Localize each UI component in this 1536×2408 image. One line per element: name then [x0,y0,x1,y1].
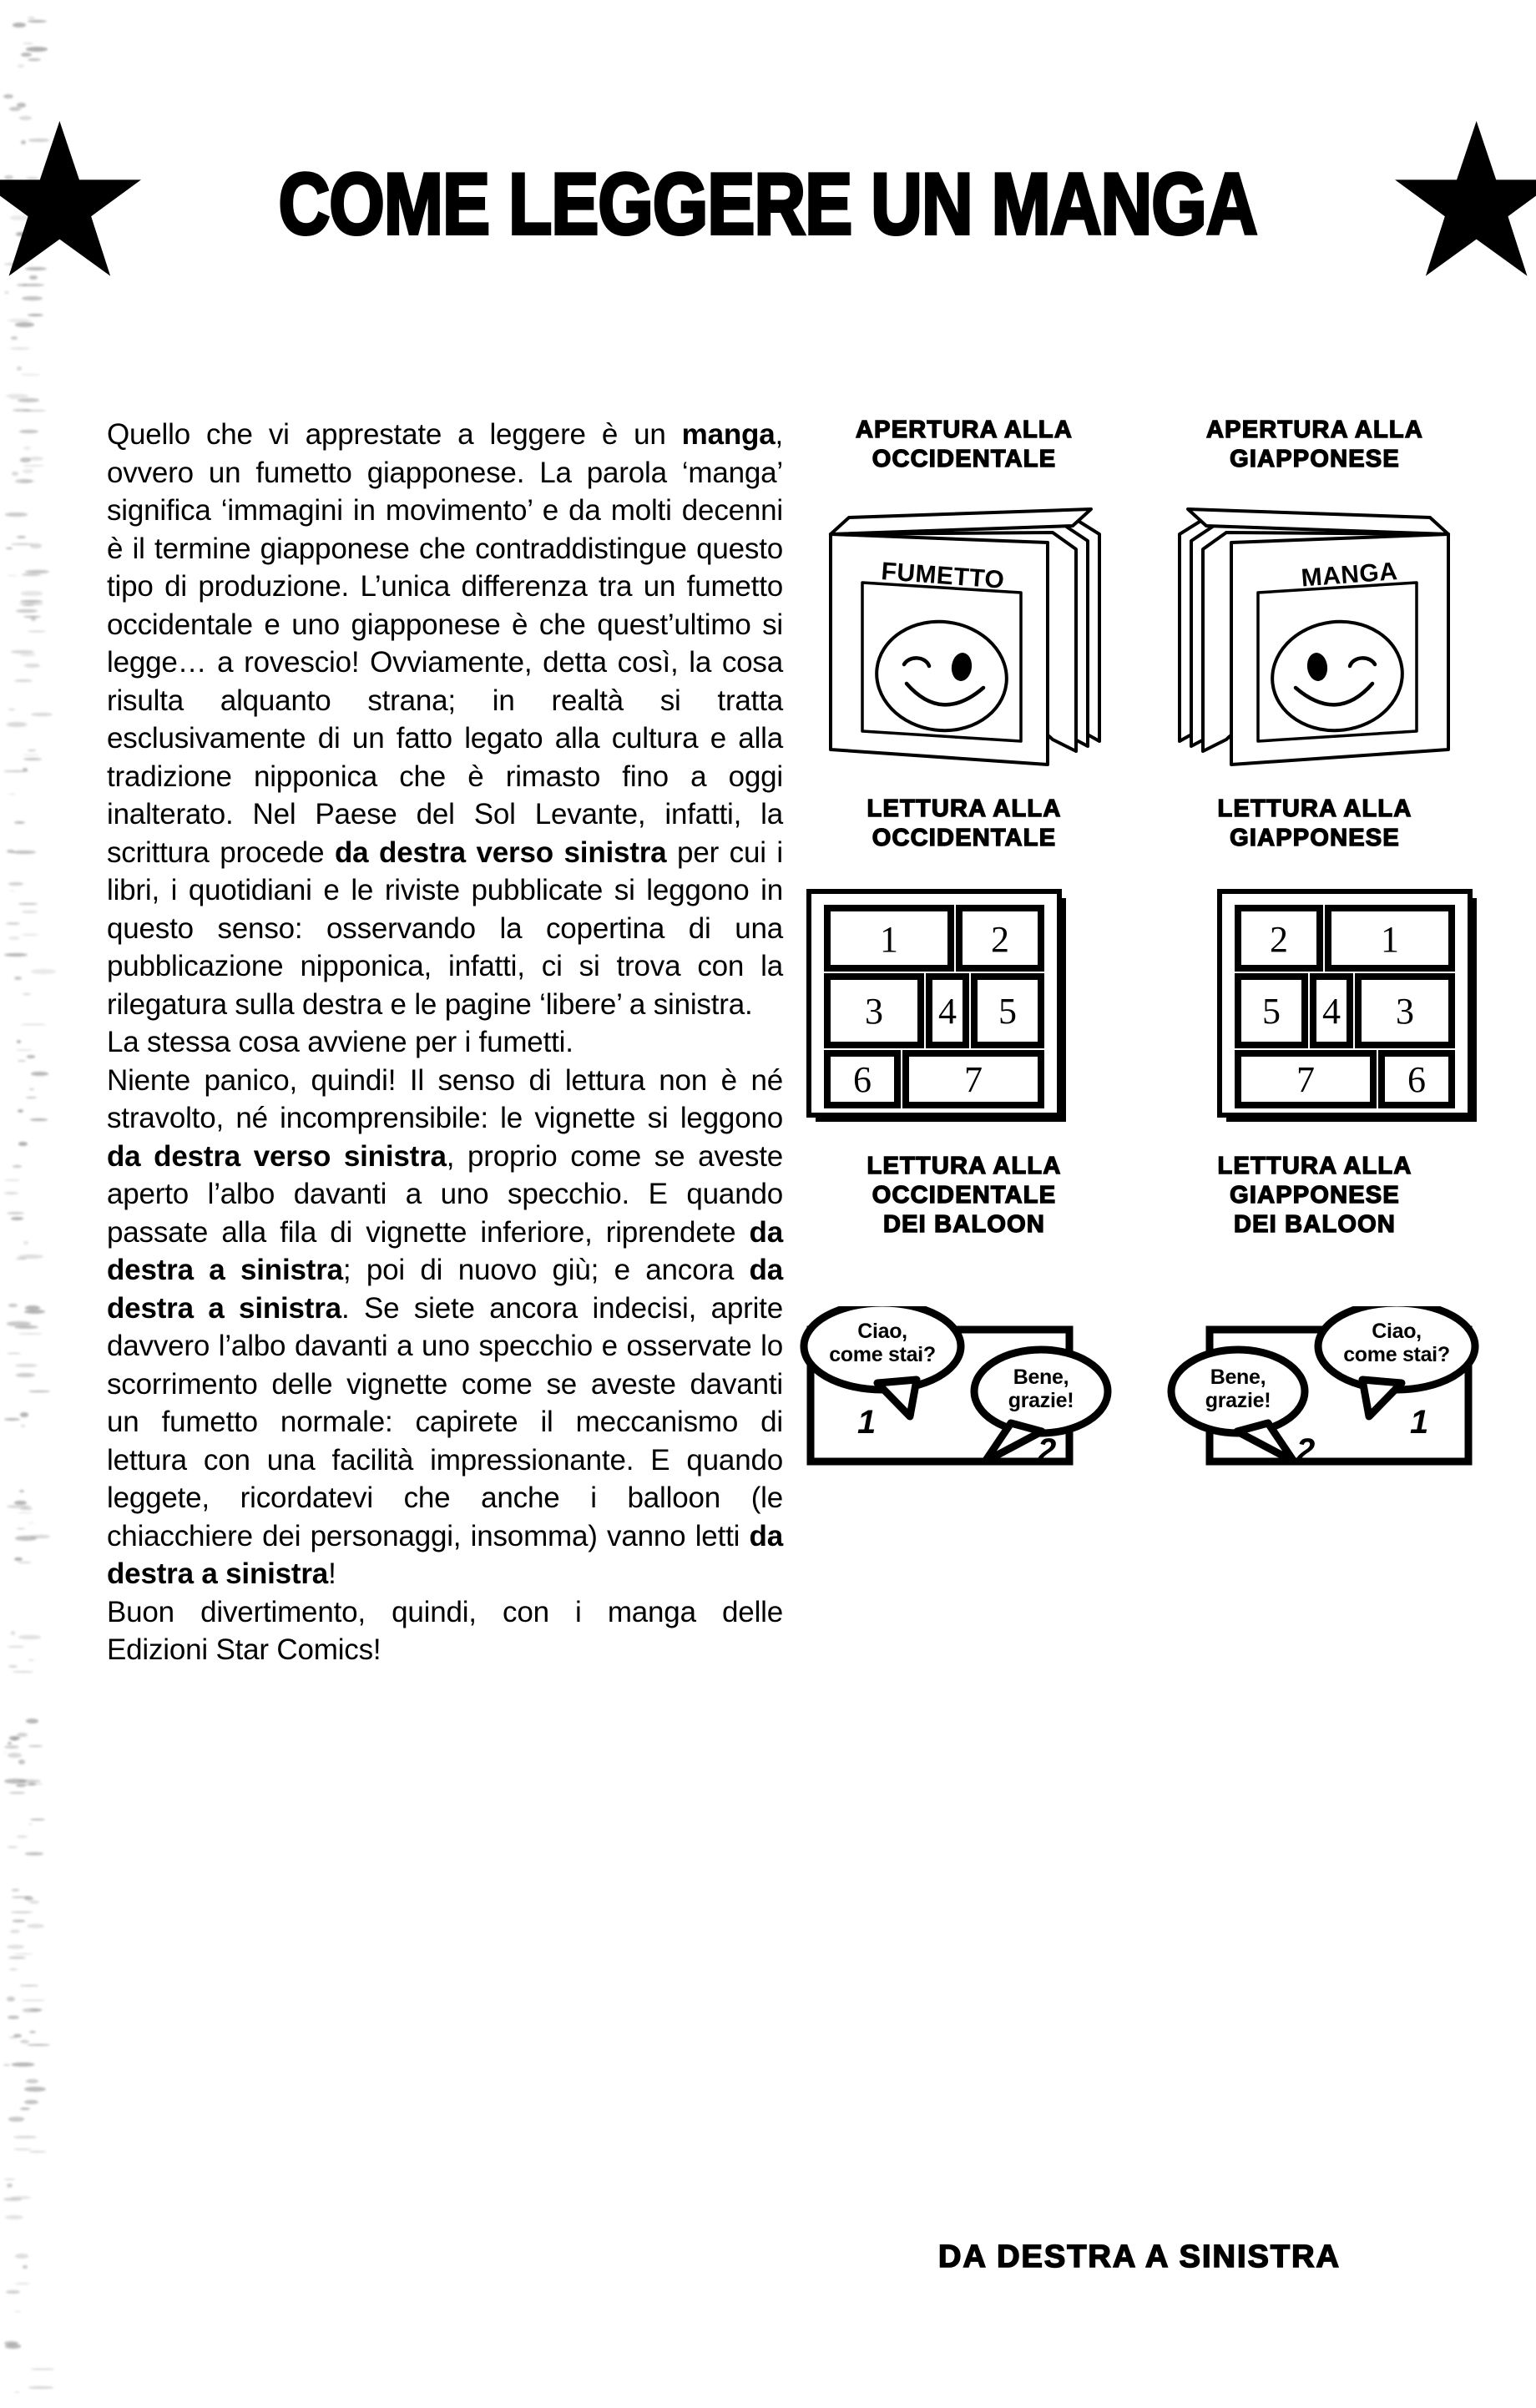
balloon-panel-japanese [1148,1306,1482,1473]
article-paragraph: La stessa cosa avviene per i fumetti. [107,1026,573,1058]
caption-line: LETTURA ALLA [1217,795,1412,822]
caption-line: LETTURA ALLA [867,795,1062,822]
bubble-order-number: 1 [1410,1404,1429,1441]
speech-bubble-bene [974,1350,1108,1469]
caption-line: GIAPPONESE [1230,1182,1400,1209]
caption-line: APERTURA ALLA [1206,416,1423,443]
bubble-text-line: Ciao, [1372,1320,1422,1343]
panel-number: 4 [1322,991,1341,1032]
balloon-panel-western [797,1306,1131,1473]
article-paragraph: Buon divertimento, quindi, con i manga delle Edizioni Star Comics! [107,1595,783,1666]
bubble-order-number: 2 [1296,1432,1316,1469]
star-icon [0,121,143,288]
panel-number: 7 [1296,1059,1315,1100]
caption-line: OCCIDENTALE [872,1182,1057,1209]
figures-column [797,416,1482,1473]
caption-line: DEI BALOON [882,1211,1046,1238]
panel-number: 1 [880,919,898,960]
article-paragraph: Niente panico, quindi! Il senso di lettura non è né stravolto, né incomprensibile: le vignette si leggono da destra verso sinistra, proprio come se aveste aperto l’albo davanti a uno specchio. E quando passate alla fila di vignette inferiore, riprendete da destra a sinistra; poi di nuovo giù; e ancora da destra a sinistra. Se siete ancora indecisi, aprite davvero l’albo davanti a uno specchio e osservate lo scorrimento delle vignette come se aveste davanti un fumetto normale: capirete il meccanismo di lettura con una facilità impressionante. E quando leggete, ricordatevi che anche i balloon (le chiacchiere dei personaggi, insomma) vanno letti da destra a sinistra! [107,1063,783,1590]
page-title: COME LEGGERE UN MANGA [279,156,1258,253]
caption-line: GIAPPONESE [1230,825,1400,851]
caption-line: DEI BALOON [1233,1211,1397,1238]
book-illustration-fumetto [797,499,1131,775]
panel-grid-figures [797,883,1482,1133]
balloon-captions [797,1152,1482,1239]
book-figures [797,499,1482,775]
caption-apertura-occidentale [797,416,1131,474]
panel-grid-western [797,883,1131,1133]
caption-line: OCCIDENTALE [872,446,1057,472]
bubble-text-line: come stai? [1343,1343,1450,1366]
bubble-text-line: Bene, [1013,1366,1069,1389]
panel-number: 6 [1407,1059,1426,1100]
caption-lettura-giapponese-baloon [1148,1152,1482,1239]
bubble-text-line: grazie! [1008,1389,1074,1412]
book-cover-title: MANGA [1300,558,1399,593]
panel-number: 5 [1262,991,1281,1032]
scan-edge-artifacts [0,0,58,2408]
book-illustration-manga [1148,499,1482,775]
bubble-text-line: Ciao, [857,1320,907,1343]
panel-number: 4 [938,991,957,1032]
final-caption: DA DESTRA A SINISTRA [938,2239,1341,2274]
article-body [107,416,783,1669]
caption-apertura-giapponese [1148,416,1482,474]
caption-line: APERTURA ALLA [856,416,1073,443]
panel-number: 7 [964,1059,983,1100]
bubble-order-number: 1 [857,1404,877,1441]
panel-grid-japanese [1148,883,1482,1133]
bubble-text-line: come stai? [829,1343,936,1366]
panel-number: 2 [1270,919,1288,960]
book-cover-title: FUMETTO [880,558,1006,594]
panel-number: 3 [865,991,883,1032]
star-icon [1393,121,1536,288]
caption-lettura-giapponese [1148,795,1482,853]
caption-line: OCCIDENTALE [872,825,1057,851]
caption-line: GIAPPONESE [1230,446,1400,472]
caption-lettura-occidentale [797,795,1131,853]
opening-captions [797,416,1482,474]
caption-line: LETTURA ALLA [867,1153,1062,1179]
page-header [0,109,1536,300]
panel-number: 6 [853,1059,872,1100]
article-paragraph: Quello che vi apprestate a leggere è un manga, ovvero un fumetto giapponese. La parola ‘manga’ significa ‘immagini in movimento’ e da molti decenni è il termine giapponese che contraddistingue questo tipo di produzione. L’unica differenza tra un fumetto occidentale e uno giapponese è che quest’ultimo si legge… a rovescio! Ovviamente, detta così, la cosa risulta alquanto strana; in realtà si tratta esclusivamente di un fatto legato alla cultura e alla tradizione nipponica che è rimasto fino a oggi inalterato. Nel Paese del Sol Levante, infatti, la scrittura procede da destra verso sinistra per cui i libri, i quotidiani e le riviste pubblicate si leggono in questo senso: osservando la copertina di una pubblicazione nipponica, infatti, ci si trova con la rilegatura sulla destra e le pagine ‘libere’ a sinistra. [107,418,783,1021]
caption-line: LETTURA ALLA [1217,1153,1412,1179]
bubble-text-line: Bene, [1210,1366,1266,1389]
bubble-text-line: grazie! [1205,1389,1271,1412]
caption-lettura-occidentale-baloon [797,1152,1131,1239]
panel-number: 3 [1396,991,1414,1032]
bubble-order-number: 2 [1038,1432,1057,1469]
panel-number: 2 [991,919,1009,960]
panel-number: 1 [1381,919,1399,960]
reading-captions [797,795,1482,853]
panel-number: 5 [998,991,1017,1032]
balloon-figures [797,1306,1482,1473]
